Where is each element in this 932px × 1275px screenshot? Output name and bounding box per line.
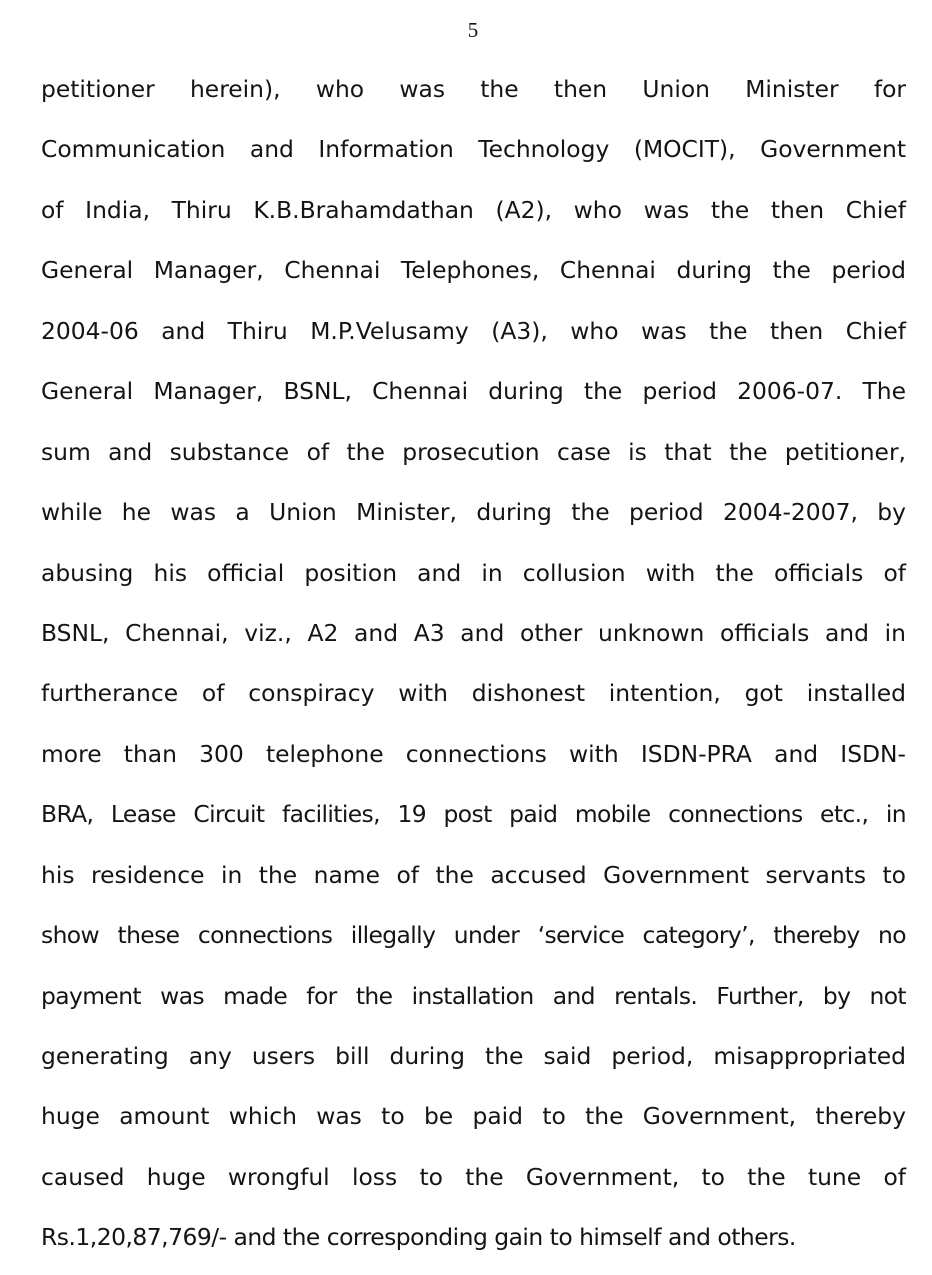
paragraph-line: BSNL, Chennai, viz., A2 and A3 and other unknown officials and in [41,618,906,647]
paragraph-line: furtherance of conspiracy with dishonest intention, got installed [41,679,906,708]
paragraph-line: huge amount which was to be paid to the Government, thereby [41,1102,906,1131]
paragraph-line: of India, Thiru K.B.Brahamdathan (A2), who was the then Chief [41,195,906,224]
page-number: 5 [467,18,479,42]
paragraph-line: abusing his official position and in collusion with the officials of [41,558,906,587]
paragraph-line: Communication and Information Technology (MOCIT), Government [41,135,906,164]
paragraph-line: General Manager, Chennai Telephones, Chennai during the period [41,256,906,285]
paragraph-line: 2004-06 and Thiru M.P.Velusamy (A3), who was the then Chief [41,316,906,345]
paragraph-line: General Manager, BSNL, Chennai during the period 2006-07. The [41,377,906,406]
body-paragraph [41,66,906,1275]
paragraph-line: more than 300 telephone connections with ISDN-PRA and ISDN- [41,739,906,768]
paragraph-line: while he was a Union Minister, during the period 2004-2007, by [41,498,906,527]
paragraph-line: petitioner herein), who was the then Union Minister for [41,75,906,103]
paragraph-line: Rs.1,20,87,769/- and the corresponding gain to himself and others. [41,1223,796,1252]
paragraph-line: show these connections illegally under ‘service category’, thereby no [41,921,906,950]
paragraph-line: sum and substance of the prosecution case is that the petitioner, [41,437,906,466]
paragraph-line: BRA, Lease Circuit facilities, 19 post paid mobile connections etc., in [41,800,906,829]
paragraph-line: payment was made for the installation and rentals. Further, by not [41,981,906,1010]
paragraph-line: his residence in the name of the accused Government servants to [41,860,906,889]
paragraph-line: caused huge wrongful loss to the Government, to the tune of [41,1162,906,1191]
paragraph-line: generating any users bill during the said period, misappropriated [41,1042,906,1070]
